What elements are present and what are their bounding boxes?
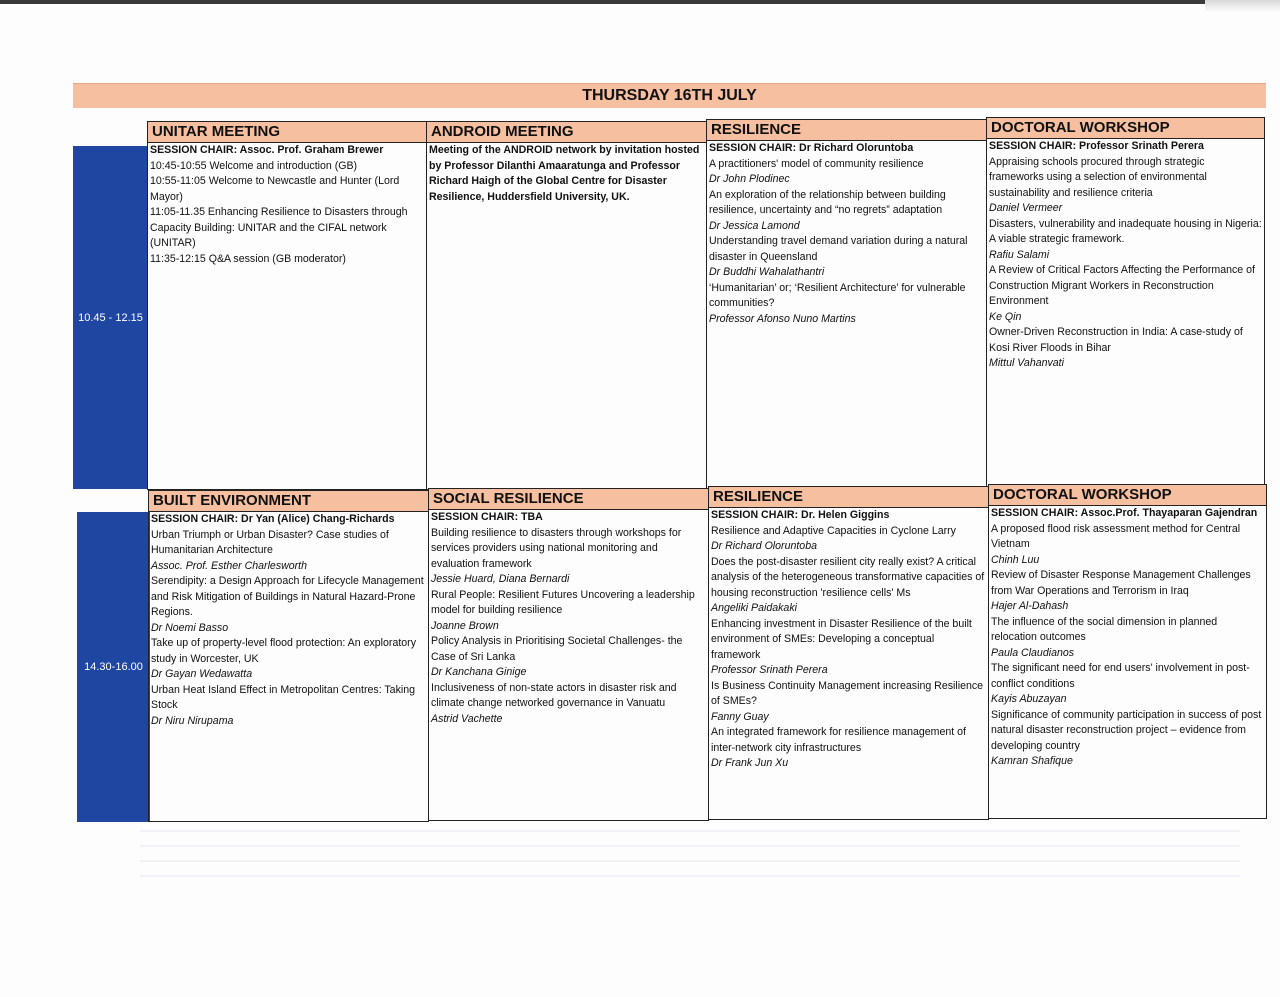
session-chair: SESSION CHAIR: Dr Richard Oloruntoba	[709, 142, 914, 154]
paper-author: Chinh Luu	[991, 553, 1040, 566]
paper-title: 10:55-11:05 Welcome to Newcastle and Hunter (Lord Mayor)	[150, 175, 400, 203]
paper-title: Review of Disaster Response Management Challenges from War Operations and Terrorism in Iraq	[991, 569, 1251, 597]
paper-title: Take up of property-level flood protection: An exploratory study in Worcester, UK	[151, 637, 416, 665]
paper-title: An exploration of the relationship between building resilience, uncertainty and “no regrets” adaptation	[709, 188, 946, 216]
paper-title: 10:45-10:55 Welcome and introduction (GB)	[150, 159, 358, 172]
paper-author: Hajer Al-Dahash	[991, 600, 1069, 612]
page-title: THURSDAY 16TH JULY	[73, 83, 1266, 108]
paper-title: 11:35-12:15 Q&A session (GB moderator)	[150, 252, 346, 265]
paper-author: Kayis Abuzayan	[991, 693, 1067, 705]
paper-author: Dr Kanchana Ginige	[431, 666, 527, 678]
time-slot-morning: 10.45 - 12.15	[73, 146, 148, 489]
session-cell	[147, 143, 427, 490]
paper-title: Owner-Driven Reconstruction in India: A case-study of Kosi River Floods in Bihar	[989, 326, 1243, 354]
paper-author: Dr Jessica Lamond	[709, 219, 800, 232]
paper-author: Dr Gayan Wedawatta	[151, 668, 253, 680]
paper-title: Urban Triumph or Urban Disaster? Case studies of Humanitarian Architecture	[151, 528, 389, 556]
paper-author: Dr John Plodinec	[709, 173, 790, 185]
paper-author: Daniel Vermeer	[989, 202, 1063, 214]
paper-title: ‘Humanitarian’ or; ‘Resilient Architecture’ for vulnerable communities?	[709, 281, 966, 309]
paper-author: Jessie Huard, Diana Bernardi	[431, 573, 570, 585]
session-chair: SESSION CHAIR: TBA	[431, 511, 543, 523]
track-header: UNITAR MEETING	[147, 121, 427, 143]
paper-title: Understanding travel demand variation during a natural disaster in Queensland	[709, 235, 968, 263]
session-cell	[428, 510, 709, 821]
track-header: RESILIENCE	[708, 486, 989, 508]
paper-author: Astrid Vachette	[431, 712, 503, 725]
paper-author: Dr Noemi Basso	[151, 621, 229, 634]
paper-title: 11:05-11.35 Enhancing Resilience to Disasters through Capacity Building: UNITAR and the CIFAL network (UNITAR)	[150, 206, 408, 249]
paper-author: Professor Afonso Nuno Martins	[709, 312, 856, 325]
track-header: BUILT ENVIRONMENT	[148, 490, 429, 512]
paper-title: An integrated framework for resilience management of inter-network city infrastructures	[711, 726, 966, 754]
paper-author: Assoc. Prof. Esther Charlesworth	[151, 559, 308, 572]
time-slot-afternoon: 14.30-16.00	[77, 512, 150, 822]
paper-author: Professor Srinath Perera	[711, 664, 828, 676]
paper-author: Dr Buddhi Wahalathantri	[709, 266, 825, 278]
paper-author: Joanne Brown	[431, 619, 499, 632]
scan-corner-shadow	[1205, 0, 1280, 12]
track-header: SOCIAL RESILIENCE	[428, 488, 709, 510]
session-chair: SESSION CHAIR: Professor Srinath Perera	[989, 140, 1204, 152]
paper-title: Rural People: Resilient Futures Uncovering a leadership model for building resilience	[431, 588, 695, 616]
paper-title: Enhancing investment in Disaster Resilience of the built environment of SMEs: Developing a conceptual framework	[711, 617, 972, 661]
track-header: RESILIENCE	[706, 119, 987, 141]
paper-title: The significant need for end users' involvement in post-conflict conditions	[991, 662, 1250, 690]
track-header: DOCTORAL WORKSHOP	[986, 117, 1265, 139]
session-cell	[426, 143, 707, 490]
paper-author: Dr Richard Oloruntoba	[711, 540, 817, 552]
paper-title: Significance of community participation in success of post natural disaster reconstruction project – evidence from developing country	[991, 708, 1262, 752]
session-chair: SESSION CHAIR: Dr Yan (Alice) Chang-Richards	[151, 513, 395, 525]
paper-author: Kamran Shafique	[991, 755, 1073, 767]
paper-title: Inclusiveness of non-state actors in disaster risk and climate change networked governance in Vanuatu	[431, 681, 677, 709]
paper-title: A practitioners' model of community resilience	[709, 157, 924, 170]
paper-title: Serendipity: a Design Approach for Lifecycle Management and Risk Mitigation of Buildings in Natural Hazard-Prone Regions.	[151, 575, 424, 618]
paper-title: A Review of Critical Factors Affecting the Performance of Construction Migrant Workers in Reconstruction Environment	[989, 264, 1255, 307]
session-cell	[148, 512, 429, 822]
paper-title: Urban Heat Island Effect in Metropolitan Centres: Taking Stock	[151, 683, 416, 711]
paper-author: Dr Niru Nirupama	[151, 714, 234, 727]
session-cell	[708, 508, 989, 820]
paper-title: The influence of the social dimension in planned relocation outcomes	[991, 615, 1218, 643]
paper-title: Meeting of the ANDROID network by invitation hosted by Professor Dilanthi Amaaratunga and Professor Richard Haigh of the Global Centre for Disaster Resilience, Huddersfield University, UK.	[429, 144, 700, 203]
paper-author: Angeliki Paidakaki	[711, 602, 797, 614]
paper-title: Appraising schools procured through strategic frameworks using a selection of environmental sustainability and resilience criteria	[989, 155, 1207, 199]
paper-title: A proposed flood risk assessment method for Central Vietnam	[991, 522, 1241, 550]
session-cell	[706, 141, 987, 490]
paper-author: Rafiu Salami	[989, 248, 1050, 261]
paper-title: Is Business Continuity Management increasing Resilience of SMEs?	[711, 679, 984, 707]
session-chair: SESSION CHAIR: Dr. Helen Giggins	[711, 509, 890, 521]
paper-author: Paula Claudianos	[991, 646, 1075, 659]
scan-top-edge	[0, 0, 1280, 4]
paper-title: Building resilience to disasters through workshops for services providers using national monitoring and evaluation framework	[431, 526, 682, 570]
paper-title: Resilience and Adaptive Capacities in Cyclone Larry	[711, 524, 956, 537]
session-chair: SESSION CHAIR: Assoc. Prof. Graham Brewer	[150, 144, 384, 156]
track-header: DOCTORAL WORKSHOP	[988, 484, 1267, 506]
paper-author: Ke Qin	[989, 310, 1022, 323]
session-chair: SESSION CHAIR: Assoc.Prof. Thayaparan Gajendran	[991, 507, 1258, 519]
paper-author: Mittul Vahanvati	[989, 357, 1064, 369]
session-cell	[988, 506, 1267, 819]
track-header: ANDROID MEETING	[426, 121, 707, 143]
show-through-text	[140, 830, 1240, 890]
paper-title: Does the post-disaster resilient city really exist? A critical analysis of the heterogeneous transformative capacities of housing reconstruction 'resilience cells' Ms	[711, 555, 985, 599]
paper-author: Fanny Guay	[711, 710, 769, 723]
session-cell	[986, 139, 1265, 488]
paper-title: Policy Analysis in Prioritising Societal Challenges- the Case of Sri Lanka	[431, 635, 683, 663]
paper-author: Dr Frank Jun Xu	[711, 757, 789, 769]
paper-title: Disasters, vulnerability and inadequate housing in Nigeria: A viable strategic framework.	[989, 217, 1262, 245]
